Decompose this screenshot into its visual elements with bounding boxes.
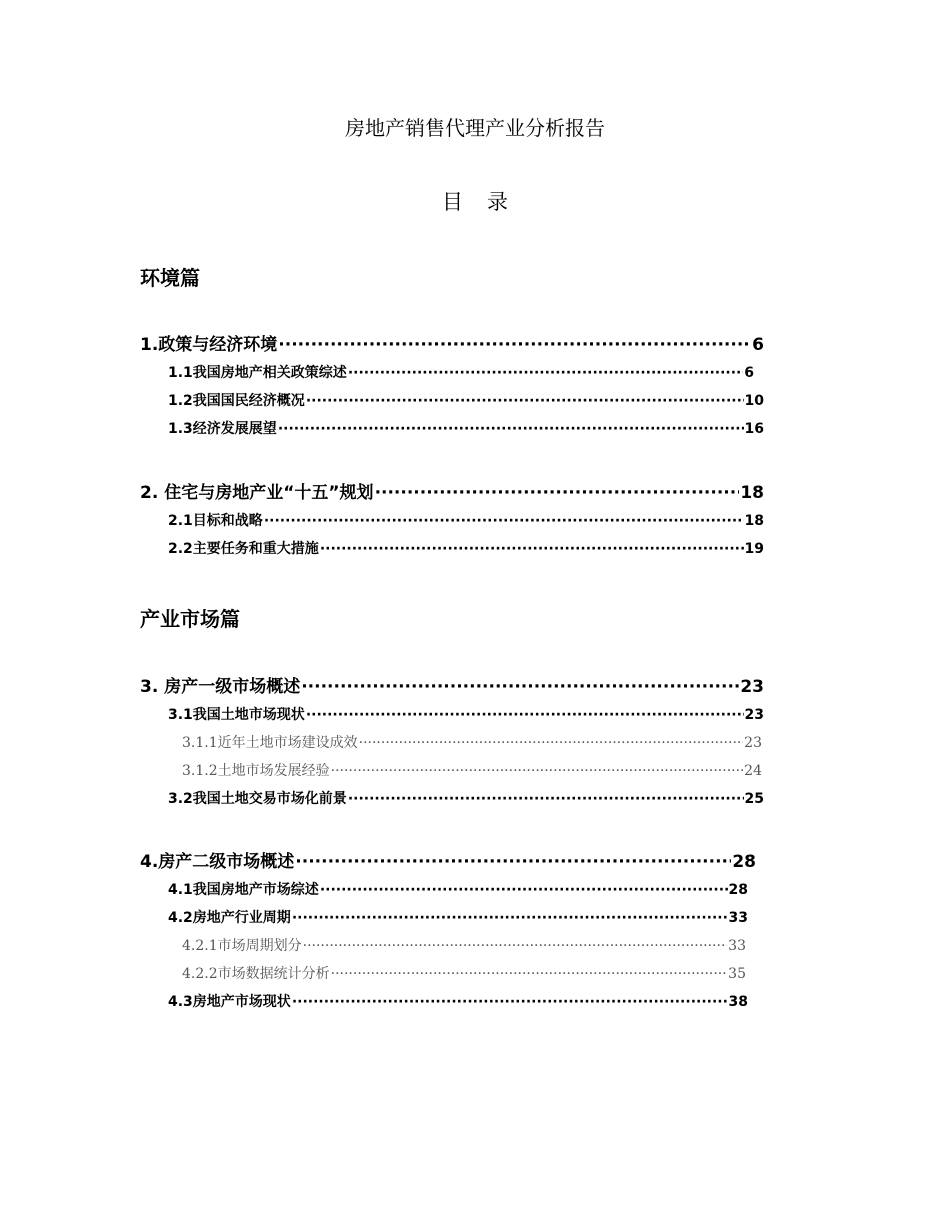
toc-entry-label: 1.2我国国民经济概况 — [168, 393, 305, 409]
toc-entry-label: 3.2我国土地交易市场化前景 — [168, 791, 347, 807]
toc-entry-label: 4.3房地产市场现状 — [168, 994, 291, 1010]
toc-dot-leader — [264, 513, 744, 529]
toc-entry-page: 24 — [744, 763, 762, 779]
toc-entry-label: 2.1目标和战略 — [168, 513, 263, 529]
toc-dot-leader — [306, 393, 744, 409]
toc-entry[interactable] — [168, 704, 764, 724]
toc-dot-leader — [295, 852, 731, 872]
toc-dot-leader — [320, 541, 744, 557]
toc-entry[interactable] — [168, 879, 748, 899]
toc-dot-leader — [292, 994, 728, 1010]
toc-entry-page: 23 — [744, 735, 762, 751]
toc-entry-page: 10 — [744, 393, 764, 409]
toc-entry[interactable] — [182, 760, 762, 780]
document-title: 房地产销售代理产业分析报告 — [345, 116, 605, 140]
toc-entry-label: 2.2主要任务和重大措施 — [168, 541, 319, 557]
toc-dot-leader — [292, 910, 728, 926]
toc-entry-label: 4.2.1市场周期划分 — [182, 938, 302, 954]
toc-heading-right: 录 — [487, 190, 508, 214]
toc-entry-label: 4.2房地产行业周期 — [168, 910, 291, 926]
toc-entry-page: 38 — [728, 994, 748, 1010]
toc-entry-label: 2. 住宅与房地产业“十五”规划 — [140, 483, 374, 503]
toc-entry-page: 18 — [740, 483, 764, 503]
toc-entry-page: 25 — [744, 791, 764, 807]
toc-entry-label: 4.1我国房地产市场综述 — [168, 882, 319, 898]
toc-entry[interactable] — [168, 418, 764, 438]
toc-dot-leader — [278, 335, 751, 355]
toc-entry-page: 18 — [744, 513, 764, 529]
toc-entry-page: 23 — [744, 707, 764, 723]
toc-entry-label: 1.政策与经济环境 — [140, 335, 278, 355]
toc-dot-leader — [331, 763, 744, 779]
toc-entry-label: 3. 房产一级市场概述 — [140, 677, 301, 697]
toc-entry-page: 6 — [752, 335, 764, 355]
toc-entry-page: 6 — [744, 365, 754, 381]
toc-entry[interactable] — [168, 538, 764, 558]
toc-dot-leader — [331, 966, 728, 982]
toc-entry-page: 19 — [744, 541, 764, 557]
toc-entry[interactable] — [140, 847, 756, 871]
toc-entry[interactable] — [168, 390, 764, 410]
toc-dot-leader — [348, 365, 743, 381]
toc-entry-page: 23 — [740, 677, 764, 697]
toc-dot-leader — [303, 938, 728, 954]
toc-dot-leader — [306, 707, 744, 723]
toc-entry-label: 3.1.1近年土地市场建设成效 — [182, 735, 358, 751]
toc-entry[interactable] — [140, 478, 764, 502]
toc-dot-leader — [301, 677, 739, 697]
section-title-industry-market: 产业市场篇 — [140, 607, 240, 631]
toc-entry[interactable] — [168, 907, 748, 927]
toc-dot-leader — [320, 882, 728, 898]
toc-entry[interactable] — [182, 732, 762, 752]
toc-entry[interactable] — [140, 330, 764, 354]
toc-heading — [0, 186, 950, 216]
toc-dot-leader — [375, 483, 740, 503]
toc-entry-label: 3.1.2土地市场发展经验 — [182, 763, 330, 779]
toc-entry-label: 1.3经济发展展望 — [168, 421, 277, 437]
toc-entry-label: 1.1我国房地产相关政策综述 — [168, 365, 347, 381]
toc-entry-page: 33 — [728, 910, 748, 926]
toc-dot-leader — [278, 421, 744, 437]
toc-entry-page: 33 — [728, 938, 746, 954]
toc-entry[interactable] — [182, 935, 746, 955]
toc-entry-label: 4.2.2市场数据统计分析 — [182, 966, 330, 982]
toc-entry-label: 4.房产二级市场概述 — [140, 852, 295, 872]
toc-entry[interactable] — [168, 510, 764, 530]
toc-entry[interactable] — [168, 362, 754, 382]
toc-entry-page: 16 — [744, 421, 764, 437]
toc-entry[interactable] — [182, 963, 746, 983]
toc-heading-left: 目 — [442, 190, 463, 214]
toc-dot-leader — [359, 735, 744, 751]
toc-entry-page: 35 — [728, 966, 746, 982]
toc-entry-page: 28 — [732, 852, 756, 872]
toc-entry[interactable] — [168, 991, 748, 1011]
section-title-environment: 环境篇 — [140, 266, 200, 290]
toc-entry[interactable] — [140, 672, 764, 696]
toc-entry-label: 3.1我国土地市场现状 — [168, 707, 305, 723]
toc-entry[interactable] — [168, 788, 764, 808]
toc-entry-page: 28 — [728, 882, 748, 898]
toc-dot-leader — [348, 791, 744, 807]
